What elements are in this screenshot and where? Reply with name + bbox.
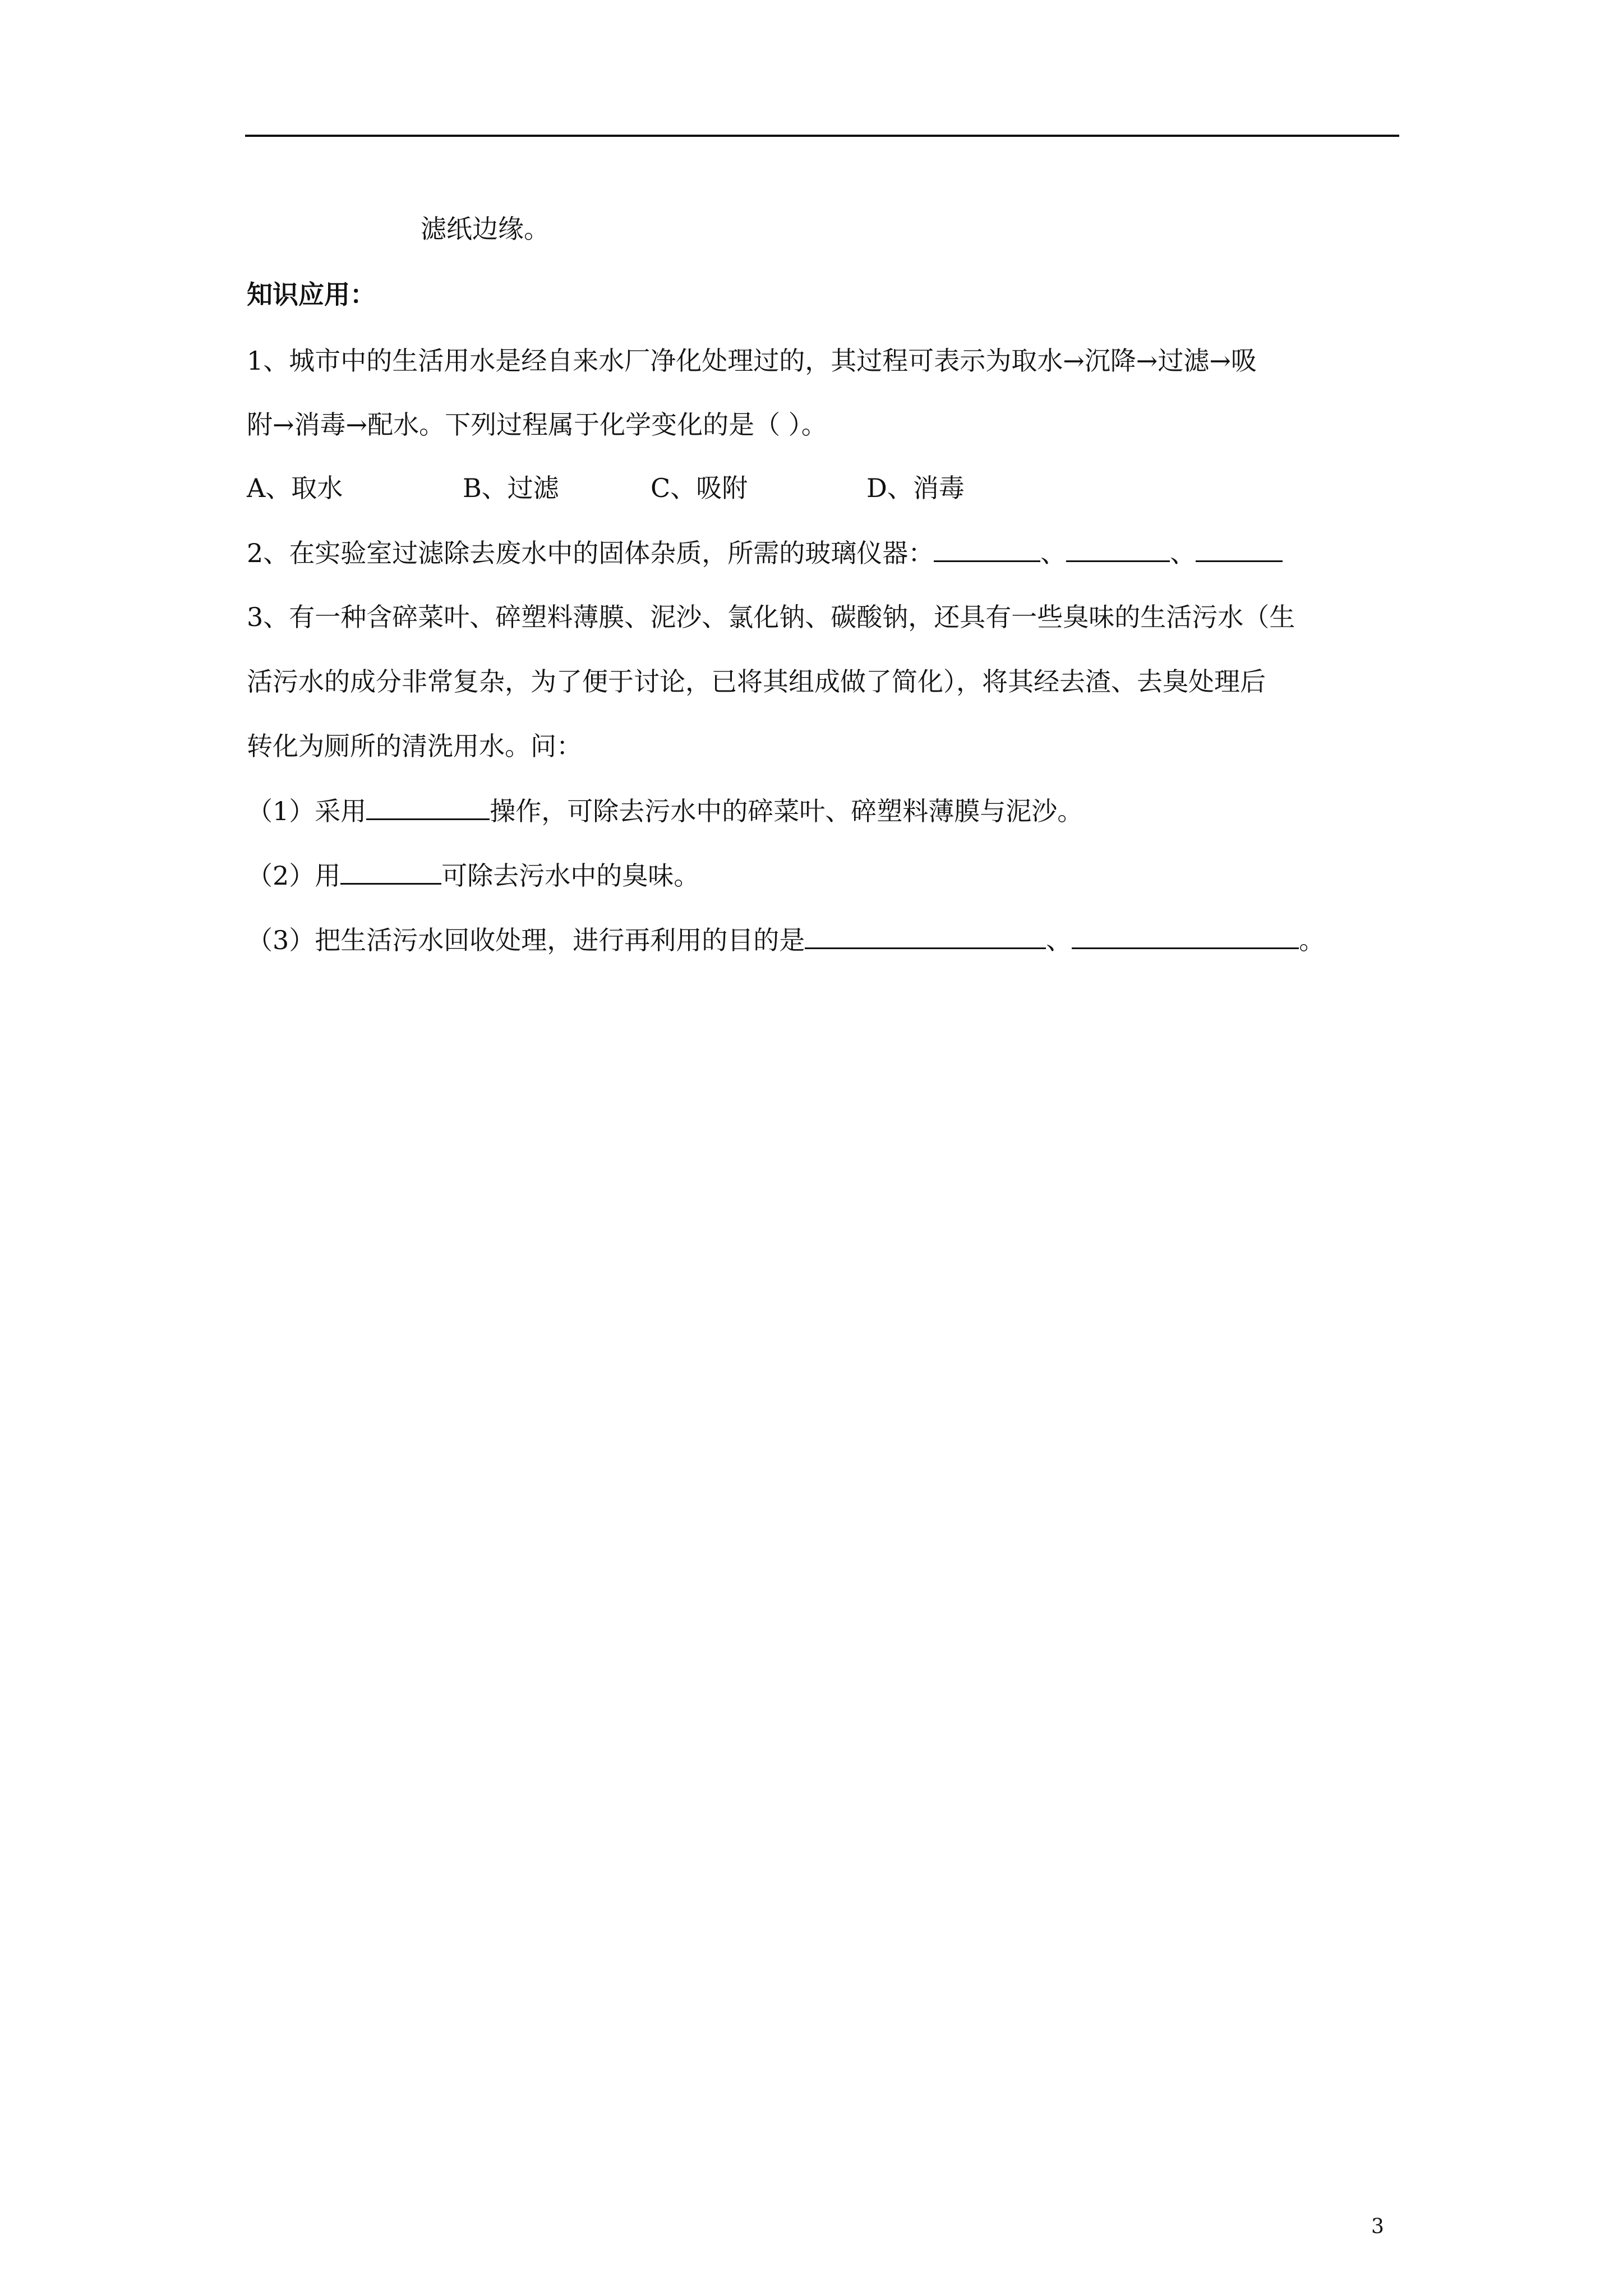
q2-separator-1: 、 — [1040, 538, 1067, 568]
q3-sub-2-prefix: （2）用 — [247, 861, 341, 891]
q3-sub-3-blank-1[interactable] — [805, 923, 1046, 949]
q3-sub-3-prefix: （3）把生活污水回收处理，进行再利用的目的是 — [247, 925, 805, 955]
header-rule — [245, 135, 1399, 137]
section-title: 知识应用： — [247, 279, 376, 310]
q1-option-c: C、吸附 — [651, 473, 748, 503]
q1-line-1: 1、城市中的生活用水是经自来水厂净化处理过的，其过程可表示为取水→沉降→过滤→吸 — [247, 346, 1257, 376]
q1-option-b: B、过滤 — [463, 473, 559, 503]
q3-line-3: 转化为厕所的清洗用水。问： — [247, 731, 582, 761]
q3-sub-3-end: 。 — [1299, 925, 1325, 955]
q2-blank-3[interactable] — [1196, 536, 1283, 562]
q3-sub-3 — [247, 923, 1325, 957]
q1-line-2: 附→消毒→配水。下列过程属于化学变化的是（ ）。 — [247, 409, 827, 440]
q3-sub-1-blank[interactable] — [366, 794, 490, 820]
q2-text: 2、在实验室过滤除去废水中的固体杂质，所需的玻璃仪器： — [247, 538, 934, 568]
q1-option-d: D、消毒 — [866, 473, 965, 503]
q3-line-1: 3、有一种含碎菜叶、碎塑料薄膜、泥沙、氯化钠、碳酸钠，还具有一些臭味的生活污水（生 — [247, 602, 1295, 632]
q3-line-2: 活污水的成分非常复杂，为了便于讨论，已将其组成做了简化），将其经去渣、去臭处理后 — [247, 666, 1266, 697]
q2-separator-2: 、 — [1170, 538, 1196, 568]
q3-sub-2-suffix: 可除去污水中的臭味。 — [441, 861, 700, 891]
q2-blank-2[interactable] — [1066, 536, 1170, 562]
q3-sub-2 — [247, 858, 699, 892]
q2-blank-1[interactable] — [934, 536, 1040, 562]
q3-sub-3-separator: 、 — [1046, 925, 1072, 955]
q3-sub-3-blank-2[interactable] — [1072, 923, 1299, 949]
q3-sub-1-suffix: 操作，可除去污水中的碎菜叶、碎塑料薄膜与泥沙。 — [490, 796, 1083, 826]
q1-option-a: A、取水 — [247, 473, 343, 503]
page-number: 3 — [1371, 2215, 1384, 2238]
q3-sub-2-blank[interactable] — [340, 858, 441, 885]
q2-line — [247, 536, 1283, 570]
q3-sub-1-prefix: （1）采用 — [247, 796, 367, 826]
continuation-text: 滤纸边缘。 — [421, 214, 550, 244]
q3-sub-1 — [247, 794, 1083, 828]
